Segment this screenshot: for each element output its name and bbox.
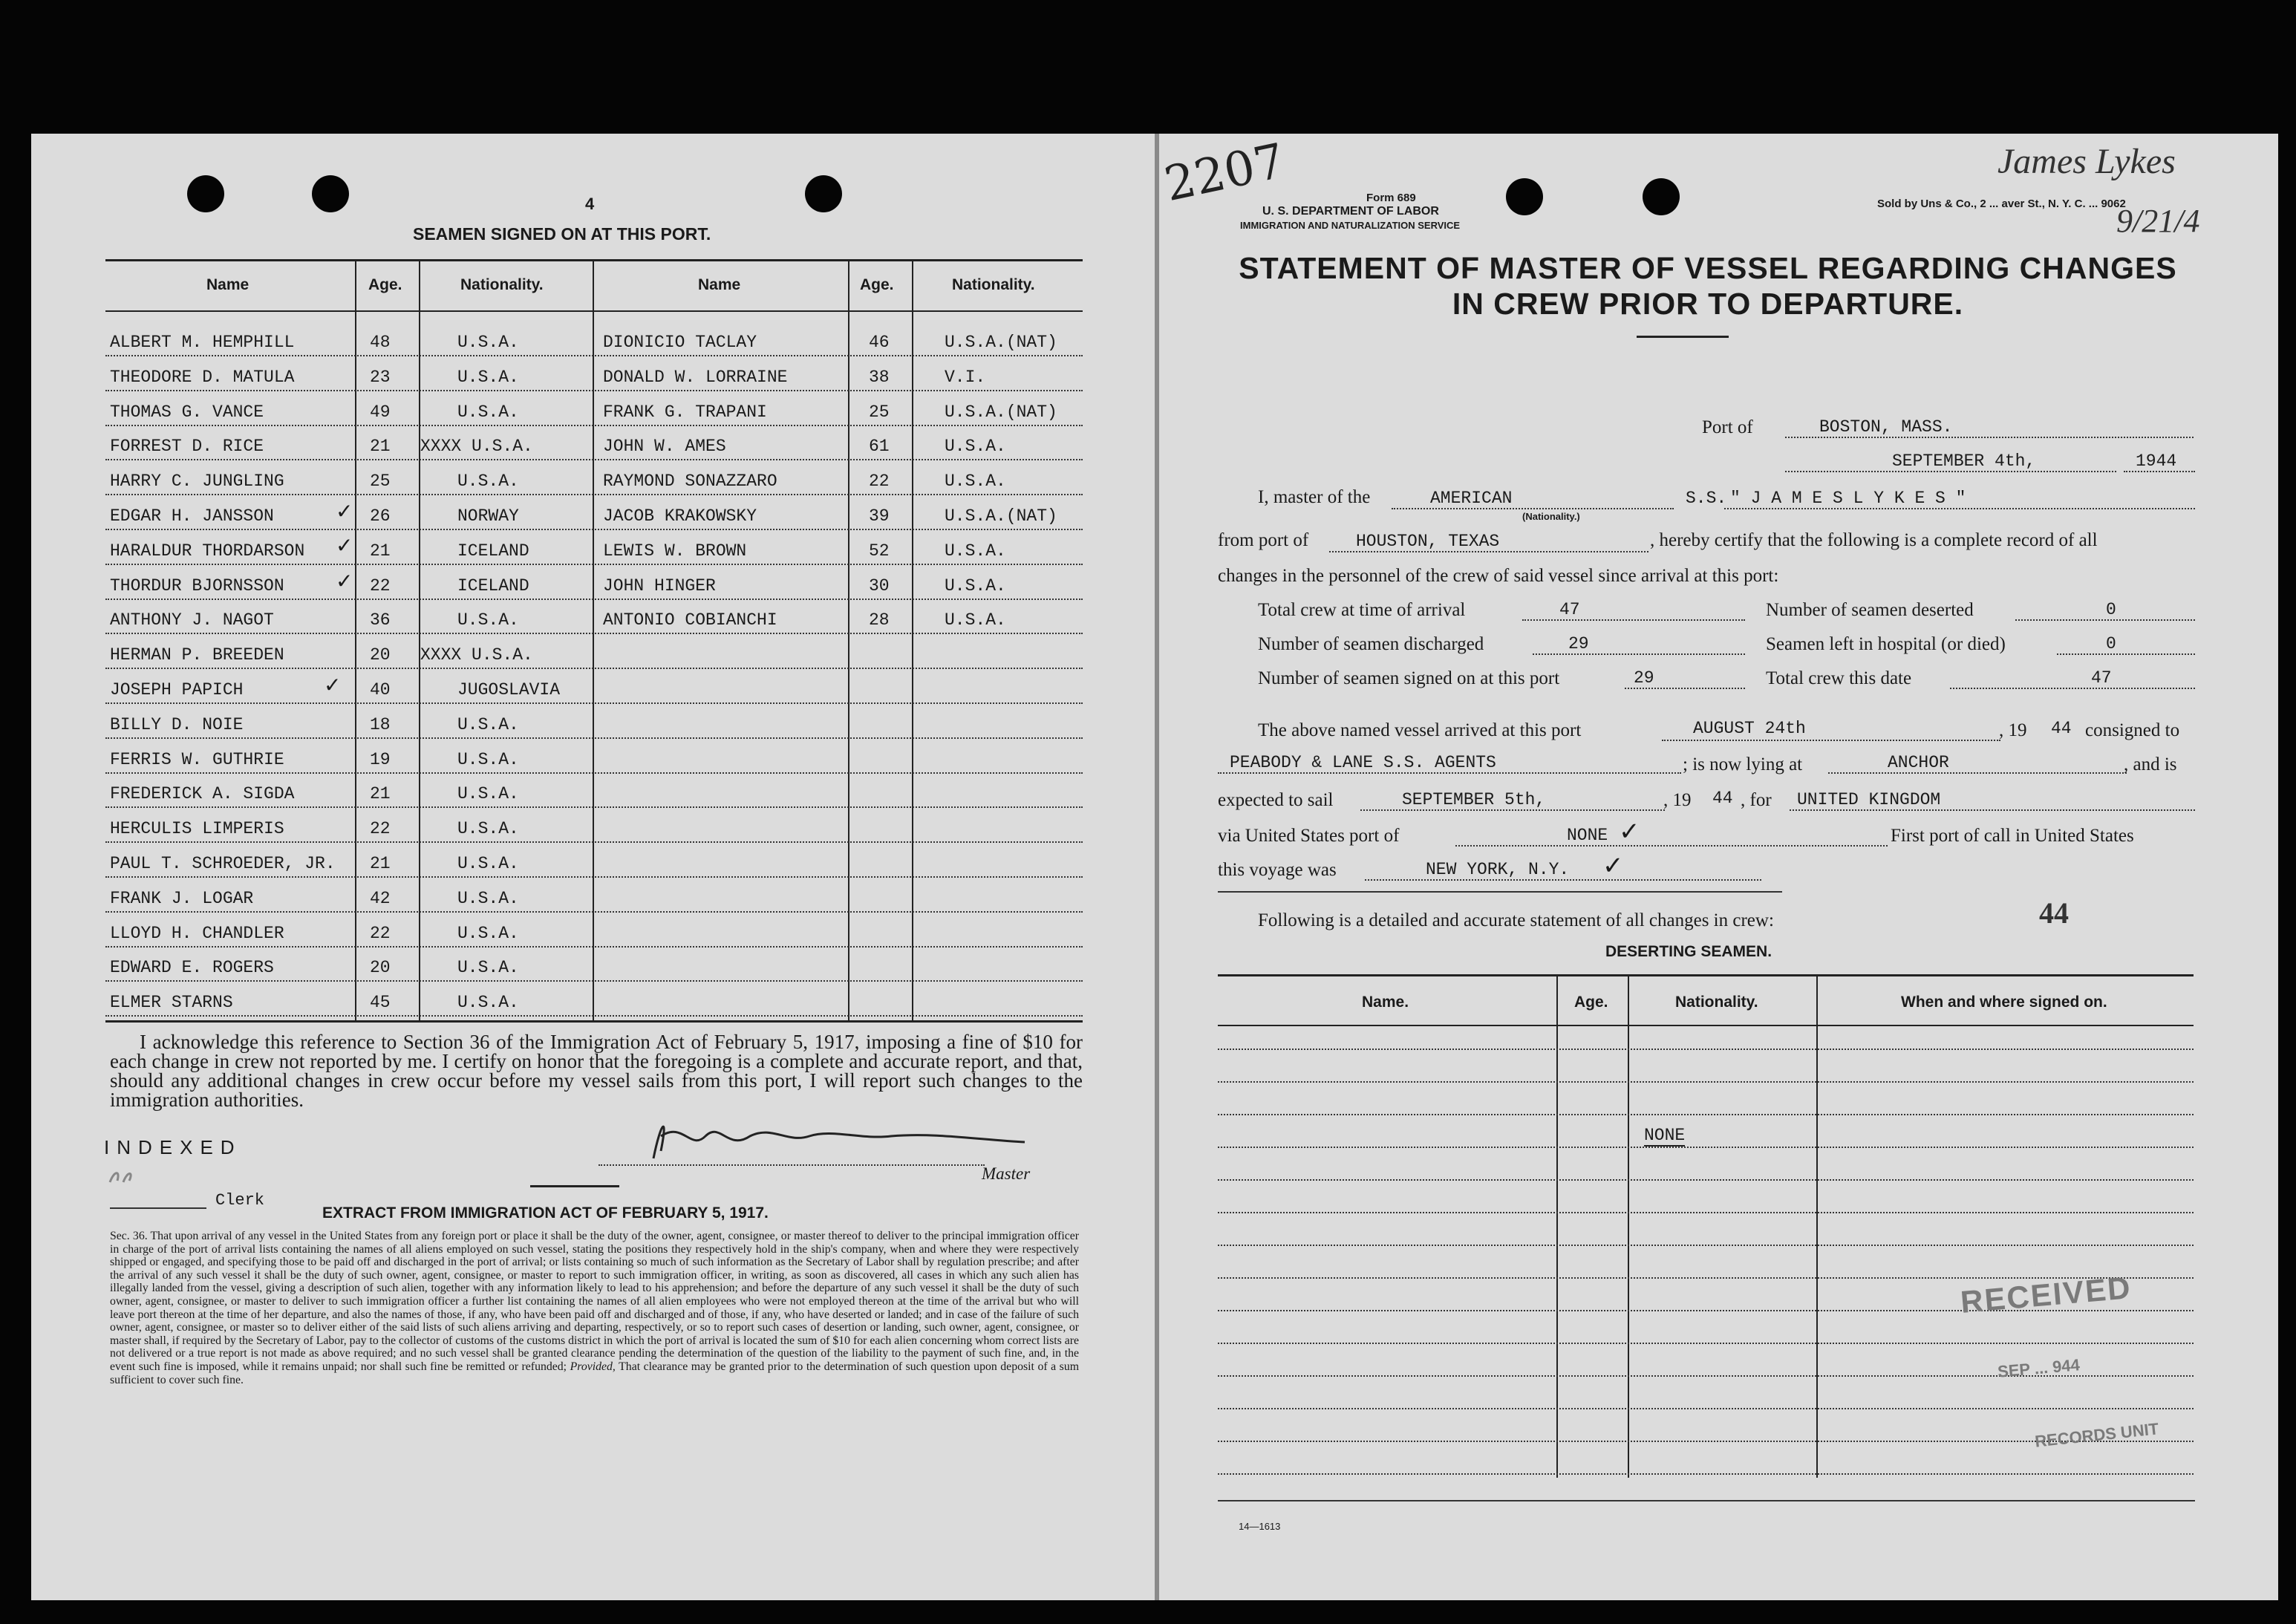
form-title-line-1: STATEMENT OF MASTER OF VESSEL REGARDING CHANGES	[1239, 251, 2177, 285]
row-rule	[105, 529, 1083, 530]
vessel-line	[1724, 508, 2195, 509]
voyage-rule	[1218, 891, 1782, 893]
sail-line	[1360, 809, 1665, 811]
row-rule	[105, 425, 1083, 426]
seaman-name: RAYMOND SONAZZARO	[603, 472, 777, 491]
col-rule	[593, 261, 594, 1020]
seaman-nationality: U.S.A.	[457, 402, 519, 422]
from-port-value: HOUSTON, TEXAS	[1356, 532, 1500, 551]
deserting-row-rule	[1218, 1343, 2194, 1344]
punch-hole	[805, 175, 842, 212]
service-label: IMMIGRATION AND NATURALIZATION SERVICE	[1240, 220, 1461, 231]
row-rule	[105, 876, 1083, 878]
seaman-age: 39	[869, 506, 890, 526]
deserted-label: Number of seamen deserted	[1766, 600, 1974, 620]
seaman-name: JACOB KRAKOWSKY	[603, 506, 757, 526]
seaman-name: HERCULIS LIMPERIS	[110, 819, 284, 838]
seaman-nationality: U.S.A.	[945, 576, 1006, 596]
seaman-age: 22	[370, 819, 391, 838]
seaman-name: THOMAS G. VANCE	[110, 402, 264, 422]
footer-rule	[1218, 1500, 2195, 1501]
arrived-year: 44	[2051, 719, 2072, 738]
lying-text: ; is now lying at	[1683, 754, 1803, 775]
seaman-nationality: U.S.A.	[945, 541, 1006, 561]
row-rule	[105, 355, 1083, 356]
seaman-age: 52	[869, 541, 890, 561]
seaman-name: JOHN W. AMES	[603, 437, 726, 456]
col-header-name-2: Name	[698, 276, 741, 293]
arrived-text: The above named vessel arrived at this port	[1258, 720, 1582, 740]
nationality-caption: (Nationality.)	[1522, 511, 1580, 522]
arrived-line	[1662, 740, 2000, 741]
seaman-age: 26	[370, 506, 391, 526]
seaman-name: ANTONIO COBIANCHI	[603, 610, 777, 630]
row-rule	[105, 390, 1083, 391]
deserting-none-entry: NONE	[1644, 1126, 1686, 1145]
deserting-title: DESERTING SEAMEN.	[1605, 943, 1772, 960]
deserting-row-rule	[1218, 1408, 2194, 1409]
section-36-text: Sec. 36. That upon arrival of any vessel in the United States from any foreign port or place it shall be the duty of the owner, agent, consignee, or master thereof to deliver to the principal immigration officer in charge of the port of arrival lists containing the names of all aliens employed on such vessel, stating the positions they respectively hold in the ship's company, when and where they were respectively shipped or engaged, and specifying those to be paid off and discharged in the port of arrival; or lists containing so much of such information as the Secretary of Labor shall by regulation prescribe; and after the arrival of any such vessel it shall be the duty of such owner, agent, consignee, or master to report to such immigration officer, in writing, as soon as discovered, all cases in which any such alien has illegally landed from the vessel, giving a description of such alien, together with any information likely to lead to his apprehension; and before the departure of any such vessel it shall be the duty of such owner, agent, consignee, or master to deliver to such immigration officer a further list containing the names of all alien employees who were not employed thereon at the time of the arrival but who will leave port thereon at the time of her departure, and also the names of those, if any, who have been paid off and discharged and of those, if any, who have deserted or landed; and in case of the failure of such owner, agent, consignee, or master so to deliver either of the said lists of such aliens arriving and departing, respectively, or so to report such cases of desertion or landing, such owner, agent, consignee, or master shall, if required by the Secretary of Labor, pay to the collector of customs of the customs district in which the port of arrival is located the sum of $10 for each alien concerning whom correct lists are not delivered or a true report is not made as above required; and no such vessel shall be granted clearance pending the determination of the question of the liability to the payment of such fine, and, in the event such fine is imposed, while it remains unpaid; nor shall such fine be remitted or refunded; Provided, That clearance may be granted prior to the determination of such question upon deposit of a sum sufficient to cover such fine.	[110, 1230, 1080, 1386]
seaman-age: 18	[370, 715, 391, 734]
col-rule	[912, 261, 913, 1020]
clerk-line	[110, 1207, 206, 1209]
row-rule	[105, 668, 1083, 669]
from-port-label: from port of	[1218, 530, 1309, 550]
consignee-value: PEABODY & LANE S.S. AGENTS	[1230, 753, 1496, 772]
seaman-age: 20	[370, 958, 391, 977]
signed-on-label: Number of seamen signed on at this port	[1258, 668, 1560, 688]
seaman-age: 49	[370, 402, 391, 422]
received-stamp-unit: RECORDS UNIT	[2034, 1419, 2160, 1451]
from-port-line	[1329, 551, 1648, 552]
deserting-row-rule	[1218, 1473, 2194, 1475]
section-title: SEAMEN SIGNED ON AT THIS PORT.	[413, 224, 711, 244]
handwritten-date: 9/21/4	[2116, 203, 2200, 239]
seaman-name: PAUL T. SCHROEDER, JR.	[110, 854, 336, 873]
arrived-date: AUGUST 24th	[1693, 719, 1806, 738]
sail-year-prefix: , 19	[1663, 790, 1692, 810]
total-crew-arrival: 47	[1559, 600, 1580, 619]
punch-hole	[312, 175, 349, 212]
col-rule	[419, 261, 420, 1020]
and-is-text: , and is	[2124, 754, 2177, 775]
seaman-nationality: U.S.A.	[945, 610, 1006, 630]
count-line	[2015, 619, 2195, 621]
following-text: Following is a detailed and accurate statement of all changes in crew:	[1258, 910, 1774, 930]
master-signature-line	[599, 1164, 985, 1166]
col-header-age: Age.	[368, 276, 402, 293]
deserting-header-rule	[1218, 1025, 2194, 1026]
count-line	[1625, 688, 1745, 689]
consigned-text: consigned to	[2085, 720, 2180, 740]
seaman-nationality: U.S.A.	[457, 750, 519, 769]
deserting-col-rule	[1556, 976, 1558, 1478]
destination-line	[1790, 809, 2195, 811]
total-crew-arrival-label: Total crew at time of arrival	[1258, 600, 1466, 620]
seaman-name: JOSEPH PAPICH	[110, 680, 244, 700]
seaman-name: THORDUR BJORNSSON	[110, 576, 284, 596]
date-value: SEPTEMBER 4th,	[1892, 451, 2036, 471]
first-port-value: NEW YORK, N.Y.	[1426, 860, 1570, 879]
deserting-col-age: Age.	[1574, 994, 1608, 1011]
row-rule	[105, 702, 1083, 704]
seaman-nationality: U.S.A.	[457, 958, 519, 977]
seaman-age: 19	[370, 750, 391, 769]
indexed-stamp: INDEXED	[104, 1136, 242, 1158]
this-voyage-text: this voyage was	[1218, 860, 1337, 880]
sail-year: 44	[1712, 789, 1733, 808]
clerk-label: Clerk	[215, 1191, 265, 1210]
page-number: 4	[585, 195, 595, 213]
deserting-row-rule	[1218, 1081, 2194, 1083]
form-number: Form 689	[1366, 192, 1416, 204]
seaman-age: 30	[869, 576, 890, 596]
master-signature-icon	[639, 1106, 1144, 1173]
seaman-name: LLOYD H. CHANDLER	[110, 924, 284, 943]
received-stamp: RECEIVED	[1959, 1270, 2133, 1320]
col-header-nationality: Nationality.	[460, 276, 544, 293]
seaman-nationality: U.S.A.	[457, 368, 519, 387]
seaman-name: DIONICIO TACLAY	[603, 333, 757, 352]
seaman-age: 42	[370, 889, 391, 908]
port-label: Port of	[1702, 417, 1753, 437]
seaman-nationality: NORWAY	[457, 506, 519, 526]
seaman-age: 20	[370, 645, 391, 665]
port-line	[1785, 437, 2194, 438]
via-line	[1455, 845, 1888, 847]
destination-value: UNITED KINGDOM	[1797, 790, 1941, 809]
col-header-age-2: Age.	[860, 276, 894, 293]
seaman-age: 21	[370, 784, 391, 803]
seaman-nationality: U.S.A.	[457, 333, 519, 352]
seaman-age: 21	[370, 854, 391, 873]
seaman-age: 22	[370, 576, 391, 596]
footer-code: 14—1613	[1239, 1521, 1281, 1532]
ss-label: S.S.	[1686, 489, 1727, 508]
master-label: Master	[982, 1164, 1031, 1183]
count-line	[1522, 619, 1745, 621]
row-rule	[105, 841, 1083, 843]
row-rule	[105, 564, 1083, 565]
total-date-value: 47	[2091, 668, 2112, 688]
row-rule	[105, 946, 1083, 948]
seaman-age: 21	[370, 437, 391, 456]
count-line	[2057, 653, 2195, 655]
col-rule	[848, 261, 849, 1020]
discharged-label: Number of seamen discharged	[1258, 634, 1484, 654]
seaman-name: JOHN HINGER	[603, 576, 716, 596]
row-rule	[105, 806, 1083, 808]
deserting-row-rule	[1218, 1245, 2194, 1246]
seaman-age: 36	[370, 610, 391, 630]
arrived-year-prefix: , 19	[1999, 720, 2027, 740]
first-port-text: First port of call in United States	[1891, 826, 2134, 846]
check-mark-icon: ✓	[336, 500, 353, 524]
table-top-rule	[105, 259, 1083, 261]
check-mark-icon: ✓	[1602, 852, 1624, 880]
seaman-age: 22	[370, 924, 391, 943]
seaman-age: 48	[370, 333, 391, 352]
deserting-col-nationality: Nationality.	[1675, 994, 1758, 1011]
punch-hole	[187, 175, 224, 212]
port-value: BOSTON, MASS.	[1819, 417, 1953, 437]
seaman-age: 23	[370, 368, 391, 387]
row-rule	[105, 633, 1083, 634]
seaman-age: 61	[869, 437, 890, 456]
handwritten-vessel-name: James Lykes	[1997, 142, 2176, 181]
row-rule	[105, 1015, 1083, 1017]
seaman-name: ALBERT M. HEMPHILL	[110, 333, 295, 352]
seaman-nationality: U.S.A.	[457, 854, 519, 873]
seaman-name: EDGAR H. JANSSON	[110, 506, 274, 526]
seaman-nationality: XXXX U.S.A.	[420, 645, 533, 665]
seaman-age: 45	[370, 993, 391, 1012]
date-line	[1785, 471, 2116, 472]
col-rule	[355, 261, 356, 1020]
received-stamp-date: SEP ... 944	[1997, 1355, 2081, 1381]
seaman-nationality: U.S.A.	[457, 993, 519, 1012]
seaman-nationality: U.S.A.	[945, 472, 1006, 491]
lying-line	[1828, 772, 2127, 774]
seaman-name: FORREST D. RICE	[110, 437, 264, 456]
nationality-line	[1392, 508, 1674, 509]
seaman-age: 40	[370, 680, 391, 700]
seaman-name: EDWARD E. ROGERS	[110, 958, 274, 977]
clerk-initials-icon	[107, 1167, 137, 1193]
via-value: NONE	[1567, 826, 1608, 845]
seaman-nationality: XXXX U.S.A.	[420, 437, 533, 456]
count-line	[1950, 688, 2195, 689]
certify-text: , hereby certify that the following is a complete record of all	[1650, 530, 2098, 550]
seaman-name: HERMAN P. BREEDEN	[110, 645, 284, 665]
department-label: U. S. DEPARTMENT OF LABOR	[1262, 205, 1439, 218]
seaman-name: DONALD W. LORRAINE	[603, 368, 788, 387]
seaman-name: ELMER STARNS	[110, 993, 233, 1012]
check-mark-icon: ✓	[324, 674, 342, 697]
seaman-age: 21	[370, 541, 391, 561]
for-text: , for	[1741, 790, 1772, 810]
seaman-name: BILLY D. NOIE	[110, 715, 244, 734]
extract-rule	[530, 1185, 619, 1187]
deserting-top-rule	[1218, 974, 2194, 976]
seaman-nationality: ICELAND	[457, 576, 529, 596]
deserting-row-rule	[1218, 1114, 2194, 1115]
page-divider	[1155, 134, 1159, 1600]
changes-text: changes in the personnel of the crew of said vessel since arrival at this port:	[1218, 566, 1779, 586]
seaman-age: 46	[869, 333, 890, 352]
deserting-col-rule	[1628, 976, 1629, 1478]
row-rule	[105, 772, 1083, 774]
seaman-age: 22	[869, 472, 890, 491]
col-header-nationality-2: Nationality.	[952, 276, 1035, 293]
seaman-name: FRANK J. LOGAR	[110, 889, 254, 908]
count-line	[1533, 653, 1745, 655]
seaman-nationality: U.S.A.	[457, 819, 519, 838]
seaman-nationality: U.S.A.	[457, 610, 519, 630]
nationality-value: AMERICAN	[1430, 489, 1513, 508]
seaman-nationality: JUGOSLAVIA	[457, 680, 561, 700]
seaman-name: FERRIS W. GUTHRIE	[110, 750, 284, 769]
seaman-nationality: U.S.A.	[457, 472, 519, 491]
row-rule	[105, 459, 1083, 460]
handwritten-file-number: 2207	[1160, 133, 1290, 213]
table-bottom-rule	[105, 1020, 1083, 1023]
master-of-label-text: I, master of the	[1258, 487, 1371, 507]
hospital-label: Seamen left in hospital (or died)	[1766, 634, 2006, 654]
seaman-nationality: U.S.A.	[457, 924, 519, 943]
seaman-nationality: U.S.A.(NAT)	[945, 506, 1057, 526]
seaman-nationality: U.S.A.	[457, 715, 519, 734]
deserting-row-rule	[1218, 1147, 2194, 1148]
via-text: via United States port of	[1218, 826, 1400, 846]
deserting-row-rule	[1218, 1049, 2194, 1050]
year-value: 1944	[2136, 451, 2177, 471]
punch-hole	[1643, 178, 1680, 215]
seaman-name: FRANK G. TRAPANI	[603, 402, 767, 422]
deserting-col-rule	[1816, 976, 1818, 1478]
seaman-name: FREDERICK A. SIGDA	[110, 784, 295, 803]
lying-at-value: ANCHOR	[1888, 753, 1949, 772]
form-title-line-2: IN CREW PRIOR TO DEPARTURE.	[1452, 287, 1964, 321]
hospital-value: 0	[2106, 634, 2116, 653]
year-line	[2124, 471, 2195, 472]
check-mark-icon: ✓	[336, 570, 353, 593]
seaman-name: HARRY C. JUNGLING	[110, 472, 284, 491]
seaman-age: 25	[869, 402, 890, 422]
seaman-nationality: ICELAND	[457, 541, 529, 561]
row-rule	[105, 911, 1083, 913]
total-date-label: Total crew this date	[1766, 668, 1912, 688]
sold-by-label: Sold by Uns & Co., 2 ... aver St., N. Y. C. ... 9062	[1877, 198, 2126, 210]
col-header-name: Name	[206, 276, 250, 293]
seaman-age: 25	[370, 472, 391, 491]
seaman-age: 38	[869, 368, 890, 387]
title-rule	[1637, 336, 1729, 338]
handwritten-count: 44	[2039, 896, 2069, 930]
punch-hole	[1506, 178, 1543, 215]
seaman-nationality: U.S.A.	[457, 889, 519, 908]
seaman-nationality: V.I.	[945, 368, 986, 387]
table-header-rule	[105, 310, 1083, 312]
signed-on-value: 29	[1634, 668, 1654, 688]
deserting-row-rule	[1218, 1179, 2194, 1181]
seaman-name: THEODORE D. MATULA	[110, 368, 295, 387]
row-rule	[105, 494, 1083, 495]
row-rule	[105, 599, 1083, 600]
seaman-nationality: U.S.A.(NAT)	[945, 402, 1057, 422]
seaman-age: 28	[869, 610, 890, 630]
expected-text: expected to sail	[1218, 790, 1334, 810]
row-rule	[105, 980, 1083, 982]
seaman-name: HARALDUR THORDARSON	[110, 541, 305, 561]
seaman-name: LEWIS W. BROWN	[603, 541, 747, 561]
check-mark-icon: ✓	[336, 535, 353, 558]
check-mark-icon: ✓	[1619, 818, 1640, 846]
vessel-name: " J A M E S L Y K E S "	[1730, 489, 1966, 508]
discharged-value: 29	[1568, 634, 1589, 653]
seaman-nationality: U.S.A.	[945, 437, 1006, 456]
acknowledgment-text: I acknowledge this reference to Section 36 of the Immigration Act of February 5, 1917, imposing a fine of $10 for each change in crew not reported by me. I certify on honor that the foregoing is a complete and accurate report, and that, should any additional changes in crew occur before my vessel sails from this port, I will report such changes to the immigration authorities.	[110, 1031, 1083, 1111]
deserting-row-rule	[1218, 1212, 2194, 1213]
deserting-col-when-where: When and where signed on.	[1901, 994, 2107, 1011]
seaman-nationality: U.S.A.(NAT)	[945, 333, 1057, 352]
first-port-line	[1365, 879, 1761, 881]
extract-title: EXTRACT FROM IMMIGRATION ACT OF FEBRUARY 5, 1917.	[322, 1204, 769, 1222]
seaman-name: ANTHONY J. NAGOT	[110, 610, 274, 630]
seaman-nationality: U.S.A.	[457, 784, 519, 803]
deserting-col-name: Name.	[1362, 994, 1409, 1011]
row-rule	[105, 737, 1083, 739]
deserted-value: 0	[2106, 600, 2116, 619]
consignee-line	[1218, 772, 1681, 774]
sail-date: SEPTEMBER 5th,	[1402, 790, 1546, 809]
